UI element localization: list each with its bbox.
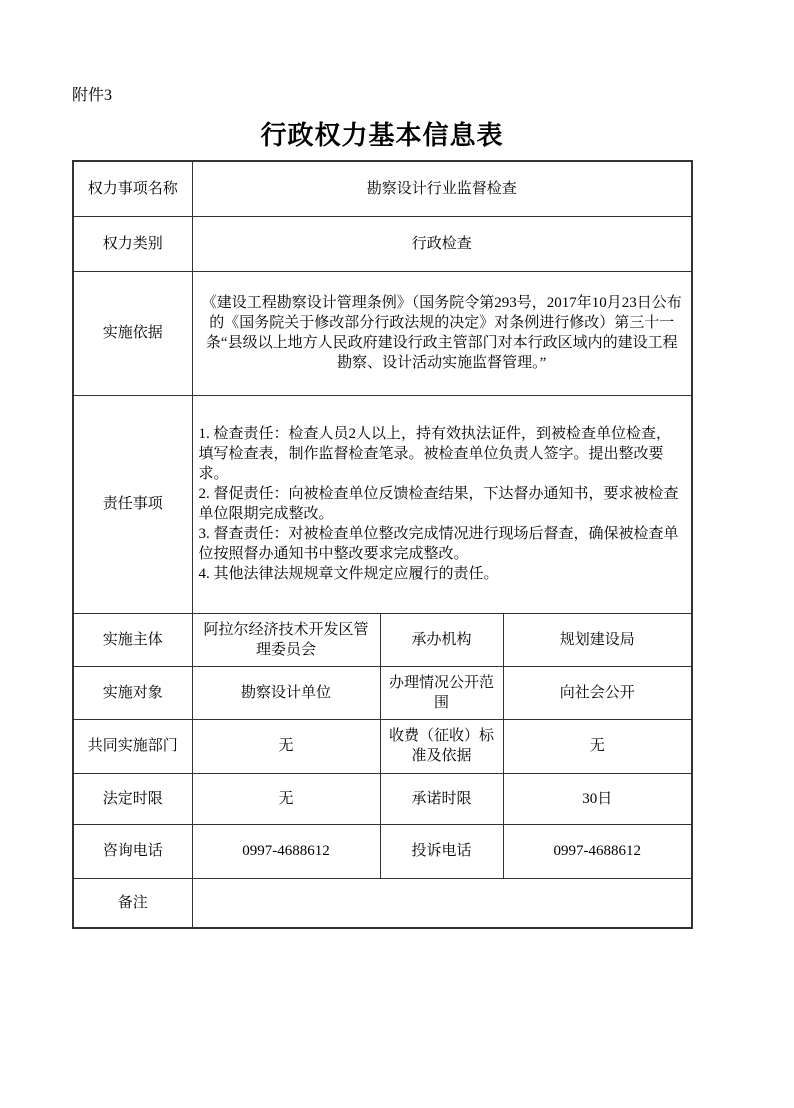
power-name-row: [73, 161, 692, 216]
consult-phone-label: 咨询电话: [73, 824, 192, 878]
legal-basis-row: [73, 271, 692, 395]
power-category-row: [73, 216, 692, 271]
implementer-label: 实施主体: [73, 613, 192, 666]
disclosure-scope-value: 向社会公开: [503, 666, 692, 719]
complaint-phone-value: 0997-4688612: [503, 824, 692, 878]
promised-time-limit-label: 承诺时限: [380, 773, 503, 824]
duty-item-4: 4. 其他法律法规规章文件规定应履行的责任。: [198, 566, 499, 582]
duty-items-row: [73, 395, 692, 613]
complaint-phone-label: 投诉电话: [380, 824, 503, 878]
remark-label: 备注: [73, 878, 192, 928]
info-table: [72, 160, 693, 929]
duty-item-1: 1. 检查责任：检查人员2人以上，持有效执法证件，到被检查单位检查，填写检查表，制作监督检查笔录。被检查单位负责人签字。提出整改要求。: [198, 426, 672, 482]
page-title: 行政权力基本信息表: [260, 121, 504, 150]
power-name-value: 勘察设计行业监督检查: [192, 161, 692, 216]
fee-standard-label: 收费（征收）标准及依据: [380, 719, 503, 773]
power-name-label: 权力事项名称: [73, 161, 192, 216]
legal-time-limit-label: 法定时限: [73, 773, 192, 824]
legal-basis-label: 实施依据: [73, 271, 192, 395]
time-limit-row: [73, 773, 692, 824]
target-value: 勘察设计单位: [192, 666, 380, 719]
duty-item-3: 3. 督查责任：对被检查单位整改完成情况进行现场后督查，确保被检查单位按照督办通知书中整改要求完成整改。: [198, 526, 679, 562]
phone-row: [73, 824, 692, 878]
power-category-label: 权力类别: [73, 216, 192, 271]
joint-department-value: 无: [192, 719, 380, 773]
handling-org-value: 规划建设局: [503, 613, 692, 666]
document-page: [72, 86, 692, 929]
legal-basis-value: 《建设工程勘察设计管理条例》（国务院令第293号，2017年10月23日公布的《国务院关于修改部分行政法规的决定》对条例进行修改）第三十一条“县级以上地方人民政府建设行政主管部门对本行政区域内的建设工程勘察、设计活动实施监督管理。”: [192, 271, 692, 395]
handling-org-label: 承办机构: [380, 613, 503, 666]
power-category-value: 行政检查: [192, 216, 692, 271]
disclosure-scope-label: 办理情况公开范围: [380, 666, 503, 719]
duty-items-label: 责任事项: [73, 395, 192, 613]
joint-department-row: [73, 719, 692, 773]
remark-row: [73, 878, 692, 928]
target-label: 实施对象: [73, 666, 192, 719]
promised-time-limit-value: 30日: [503, 773, 692, 824]
implementer-row: [73, 613, 692, 666]
implementer-value: 阿拉尔经济技术开发区管理委员会: [192, 613, 380, 666]
remark-value: [192, 878, 692, 928]
consult-phone-value: 0997-4688612: [192, 824, 380, 878]
duty-item-2: 2. 督促责任：向被检查单位反馈检查结果，下达督办通知书，要求被检查单位限期完成整改。: [198, 486, 679, 522]
legal-time-limit-value: 无: [192, 773, 380, 824]
joint-department-label: 共同实施部门: [73, 719, 192, 773]
target-row: [73, 666, 692, 719]
attachment-label: 附件3: [72, 87, 113, 104]
duty-items-value: [192, 395, 692, 613]
fee-standard-value: 无: [503, 719, 692, 773]
